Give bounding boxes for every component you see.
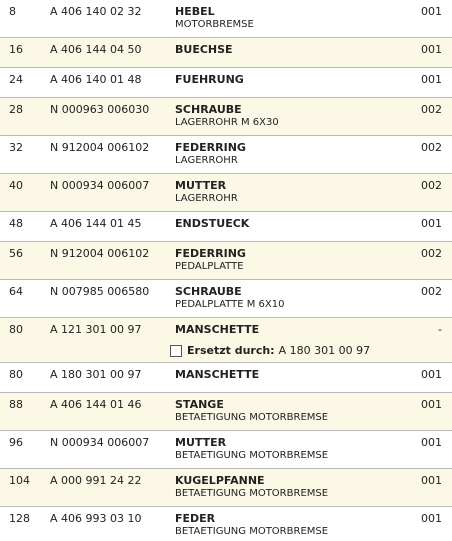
part-number-cell: A 180 301 00 97 <box>50 368 142 381</box>
table-row[interactable] <box>0 174 452 212</box>
part-name-cell: MANSCHETTE <box>175 368 260 381</box>
part-name-cell: FEDER <box>175 512 216 525</box>
part-number-cell: A 000 991 24 22 <box>50 474 142 487</box>
part-number-cell: A 406 144 04 50 <box>50 43 142 56</box>
part-description-cell: BETAETIGUNG MOTORBREMSE <box>175 450 329 461</box>
position-cell: 32 <box>9 141 23 154</box>
quantity-cell: 002 <box>421 285 442 298</box>
part-description-cell: LAGERROHR <box>175 155 238 166</box>
table-row[interactable] <box>0 507 452 541</box>
table-row[interactable] <box>0 363 452 393</box>
quantity-cell: 001 <box>421 474 442 487</box>
part-number-cell: A 406 144 01 46 <box>50 398 142 411</box>
part-number-cell: A 406 993 03 10 <box>50 512 142 525</box>
part-name-cell: STANGE <box>175 398 224 411</box>
part-number-cell: N 000934 006007 <box>50 436 150 449</box>
table-row[interactable] <box>0 38 452 68</box>
part-number-cell: A 406 144 01 45 <box>50 217 142 230</box>
part-name-cell: FEDERRING <box>175 247 246 260</box>
table-row[interactable] <box>0 280 452 318</box>
table-row[interactable] <box>0 431 452 469</box>
quantity-cell: 001 <box>421 5 442 18</box>
table-row[interactable] <box>0 469 452 507</box>
part-description-cell: PEDALPLATTE M 6X10 <box>175 299 285 310</box>
quantity-cell: 001 <box>421 436 442 449</box>
part-number-cell: A 121 301 00 97 <box>50 323 142 336</box>
part-number-cell: N 912004 006102 <box>50 141 150 154</box>
table-row[interactable] <box>0 212 452 242</box>
replacement-part-number[interactable]: A 180 301 00 97 <box>278 344 371 357</box>
part-name-cell: KUGELPFANNE <box>175 474 265 487</box>
table-row[interactable] <box>0 136 452 174</box>
part-number-cell: N 000963 006030 <box>50 103 150 116</box>
position-cell: 40 <box>9 179 23 192</box>
part-number-cell: N 912004 006102 <box>50 247 150 260</box>
part-name-cell: FUEHRUNG <box>175 73 244 86</box>
table-row[interactable] <box>0 0 452 38</box>
quantity-cell: 002 <box>421 103 442 116</box>
part-name-cell: MUTTER <box>175 436 227 449</box>
part-description-cell: LAGERROHR <box>175 193 238 204</box>
part-name-cell: SCHRAUBE <box>175 285 242 298</box>
replacement-label: Ersetzt durch: <box>187 344 275 357</box>
position-cell: 64 <box>9 285 23 298</box>
part-description-cell: BETAETIGUNG MOTORBREMSE <box>175 488 329 499</box>
quantity-cell: - <box>438 323 442 336</box>
position-cell: 88 <box>9 398 23 411</box>
part-name-cell: ENDSTUECK <box>175 217 250 230</box>
part-name-cell: SCHRAUBE <box>175 103 242 116</box>
quantity-cell: 001 <box>421 368 442 381</box>
position-cell: 8 <box>9 5 16 18</box>
position-cell: 80 <box>9 323 23 336</box>
part-number-cell: A 406 140 02 32 <box>50 5 142 18</box>
part-number-cell: A 406 140 01 48 <box>50 73 142 86</box>
position-cell: 24 <box>9 73 23 86</box>
part-name-cell: BUECHSE <box>175 43 233 56</box>
position-cell: 56 <box>9 247 23 260</box>
quantity-cell: 002 <box>421 179 442 192</box>
part-name-cell: MANSCHETTE <box>175 323 260 336</box>
position-cell: 28 <box>9 103 23 116</box>
table-row[interactable] <box>0 393 452 431</box>
quantity-cell: 001 <box>421 512 442 525</box>
position-cell: 16 <box>9 43 23 56</box>
table-row[interactable] <box>0 242 452 280</box>
table-row[interactable] <box>0 68 452 98</box>
replacement-notice <box>170 344 370 357</box>
part-name-cell: FEDERRING <box>175 141 246 154</box>
replacement-checkbox[interactable] <box>170 345 182 357</box>
quantity-cell: 002 <box>421 247 442 260</box>
quantity-cell: 001 <box>421 43 442 56</box>
position-cell: 104 <box>9 474 30 487</box>
position-cell: 48 <box>9 217 23 230</box>
part-description-cell: MOTORBREMSE <box>175 19 254 30</box>
part-description-cell: BETAETIGUNG MOTORBREMSE <box>175 526 329 537</box>
part-number-cell: N 007985 006580 <box>50 285 150 298</box>
position-cell: 80 <box>9 368 23 381</box>
quantity-cell: 001 <box>421 398 442 411</box>
part-description-cell: LAGERROHR M 6X30 <box>175 117 279 128</box>
part-name-cell: MUTTER <box>175 179 227 192</box>
part-number-cell: N 000934 006007 <box>50 179 150 192</box>
position-cell: 96 <box>9 436 23 449</box>
part-name-cell: HEBEL <box>175 5 215 18</box>
table-row[interactable] <box>0 98 452 136</box>
part-description-cell: PEDALPLATTE <box>175 261 244 272</box>
position-cell: 128 <box>9 512 30 525</box>
table-row[interactable] <box>0 318 452 363</box>
part-description-cell: BETAETIGUNG MOTORBREMSE <box>175 412 329 423</box>
quantity-cell: 002 <box>421 141 442 154</box>
quantity-cell: 001 <box>421 217 442 230</box>
quantity-cell: 001 <box>421 73 442 86</box>
